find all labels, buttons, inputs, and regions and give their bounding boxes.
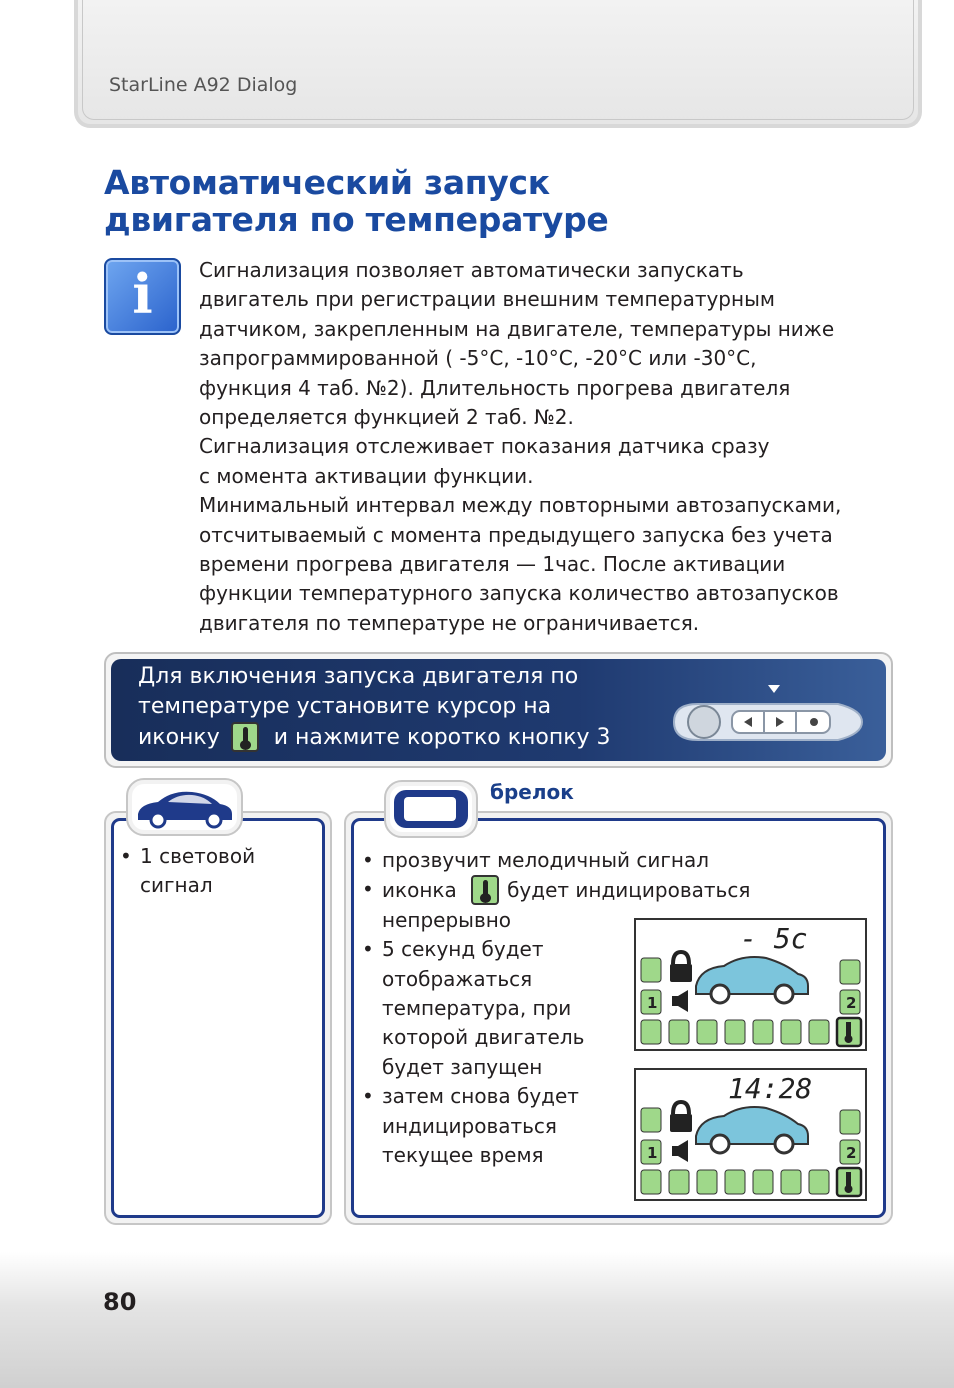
lcd-display-temperature: [634, 918, 867, 1051]
info-icon: i: [104, 258, 181, 335]
fob-badge: [384, 780, 478, 838]
action-instruction: Для включения запуска двигателя по температуре установите курсор на иконку и нажмите коротко кнопку 3: [138, 664, 611, 750]
header-tab: [74, 0, 922, 128]
thermometer-icon: [231, 722, 259, 752]
doc-title: StarLine A92 Dialog: [109, 74, 298, 96]
list-item: • 1 световой сигнал: [120, 842, 320, 901]
fob-label: брелок: [490, 780, 574, 804]
page-title-line1: Автоматический запуск: [104, 163, 550, 202]
list-item: • 5 секунд будет отображаться температура, при которой двигатель будет запущен: [362, 935, 612, 1082]
lcd-time-reading: 14:28: [728, 1072, 813, 1105]
thermometer-icon: [471, 875, 499, 905]
car-badge: [126, 778, 243, 836]
page-number: 80: [103, 1288, 137, 1316]
svg-text:2: 2: [846, 994, 857, 1012]
list-item: • затем снова будет индицироваться текущее время: [362, 1082, 612, 1170]
footer-band: [0, 1252, 954, 1388]
intro-paragraph-2: Сигнализация отслеживает показания датчика сразу с момента активации функции.: [199, 434, 770, 488]
keyfob-buttons-icon: [670, 682, 866, 746]
svg-text:1: 1: [647, 1144, 658, 1162]
list-item: • прозвучит мелодичный сигнал: [362, 846, 762, 875]
lcd-display-time: [634, 1068, 867, 1201]
lcd-temperature-reading: - 5c: [740, 922, 808, 955]
intro-text: [199, 256, 889, 638]
header-band: [0, 0, 954, 135]
car-panel-list: [120, 842, 320, 901]
list-item: • иконка будет индицироваться непрерывно: [362, 875, 762, 935]
intro-paragraph-1: Сигнализация позволяет автоматически запускать двигатель при регистрации внешним температурным датчиком, закрепленным на двигателе, температуры ниже запрограммированной ( -5°С, -10°С, -20°С или -30°С, функция 4 таб. №2). Длительность прогрева двигателя определяется функцией 2 таб. №2.: [199, 258, 835, 430]
keyfob-icon: [386, 782, 476, 836]
page-title-line2: двигателя по температуре: [104, 200, 609, 239]
car-icon: [128, 780, 241, 834]
intro-paragraph-3: Минимальный интервал между повторными автозапусками, отсчитываемый с момента предыдущего запуска без учета времени прогрева двигателя — 1час. После активации функции температурного запуска количество автозапусков двигателя по температуре не ограничивается.: [199, 493, 842, 635]
svg-text:1: 1: [647, 994, 658, 1012]
svg-text:2: 2: [846, 1144, 857, 1162]
page-title: [104, 164, 608, 238]
